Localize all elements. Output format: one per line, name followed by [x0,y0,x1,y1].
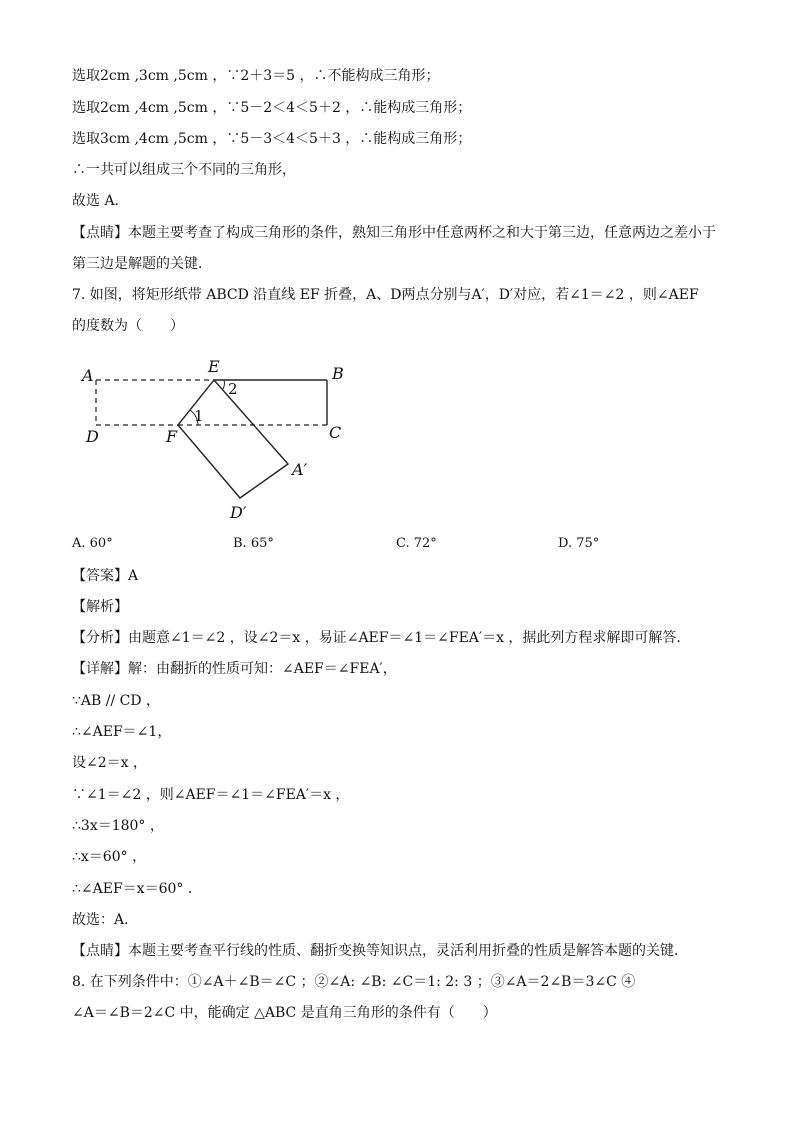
text-line: 的度数为（ ） [72,318,184,334]
text-line: ∴3x＝180° ， [72,818,164,834]
text-line: 选取3cm ,4cm ,5cm ，∵5－3＜4＜5＋3 ，∴能构成三角形； [72,131,472,147]
text-line: ∠A＝∠B＝2∠C 中，能确定 △ABC 是直角三角形的条件有（ ） [72,1005,497,1021]
label-D-prime: D′ [230,503,247,522]
text-line: ∵∠1＝∠2 ，则∠AEF＝∠1＝∠FEA′＝x ， [72,787,350,803]
label-E: E [208,357,220,376]
label-angle-2: 2 [228,380,238,398]
text-line: 第三边是解题的关键． [72,256,212,272]
text-line: 【点睛】本题主要考查平行线的性质、翻折变换等知识点，灵活利用折叠的性质是解答本题的关键． [72,943,688,959]
label-A: A [82,366,94,385]
text-line: 【分析】由题意∠1＝∠2 ，设∠2＝x ，易证∠AEF＝∠1＝∠FEA′＝x ，据此列方程求解即可解答． [72,630,691,646]
label-A-prime: A′ [292,460,308,479]
text-line: ∴∠AEF＝∠1， [72,724,172,740]
option-c: C. 72° [396,536,437,551]
text-line: 【详解】解：由翻折的性质可知：∠AEF＝∠FEA′， [72,661,397,677]
text-line: 设∠2＝x ， [72,755,147,771]
text-line: ∴一共可以组成三个不同的三角形， [72,162,296,178]
text-line: 【解析】 [72,599,128,615]
fold-diagram [72,350,372,525]
text-line: 选取2cm ,3cm ,5cm ，∵2＋3＝5 ，∴不能构成三角形； [72,68,440,84]
label-D: D [86,427,99,446]
label-C: C [329,423,342,442]
label-F: F [166,427,178,446]
option-b: B. 65° [233,536,274,551]
text-line: 故选 A． [72,193,129,209]
text-line: ∵AB // CD ， [72,693,161,709]
option-d: D. 75° [558,536,600,551]
question-7: 7. 如图，将矩形纸带 ABCD 沿直线 EF 折叠，A、D两点分别与A′，D′对应，若∠1＝∠2 ，则∠AEF [72,287,699,303]
text-line: ∴x＝60° ， [72,849,147,865]
label-B: B [332,364,344,383]
text-line: 【点睛】本题主要考查了构成三角形的条件，熟知三角形中任意两杯之和大于第三边，任意两边之差小于 [72,225,716,241]
option-a: A. 60° [72,536,113,551]
text-line: ∴∠AEF＝x＝60° ． [72,881,202,897]
question-8: 8. 在下列条件中：①∠A＋∠B＝∠C ；②∠A: ∠B: ∠C＝1: 2: 3 ；③∠A＝2∠B＝3∠C ④ [72,974,636,990]
label-angle-1: 1 [194,407,204,425]
text-line: 故选：A． [72,912,139,928]
text-line: 选取2cm ,4cm ,5cm ，∵5－2＜4＜5＋2 ，∴能构成三角形； [72,100,472,116]
answer-line: 【答案】A [72,568,139,584]
